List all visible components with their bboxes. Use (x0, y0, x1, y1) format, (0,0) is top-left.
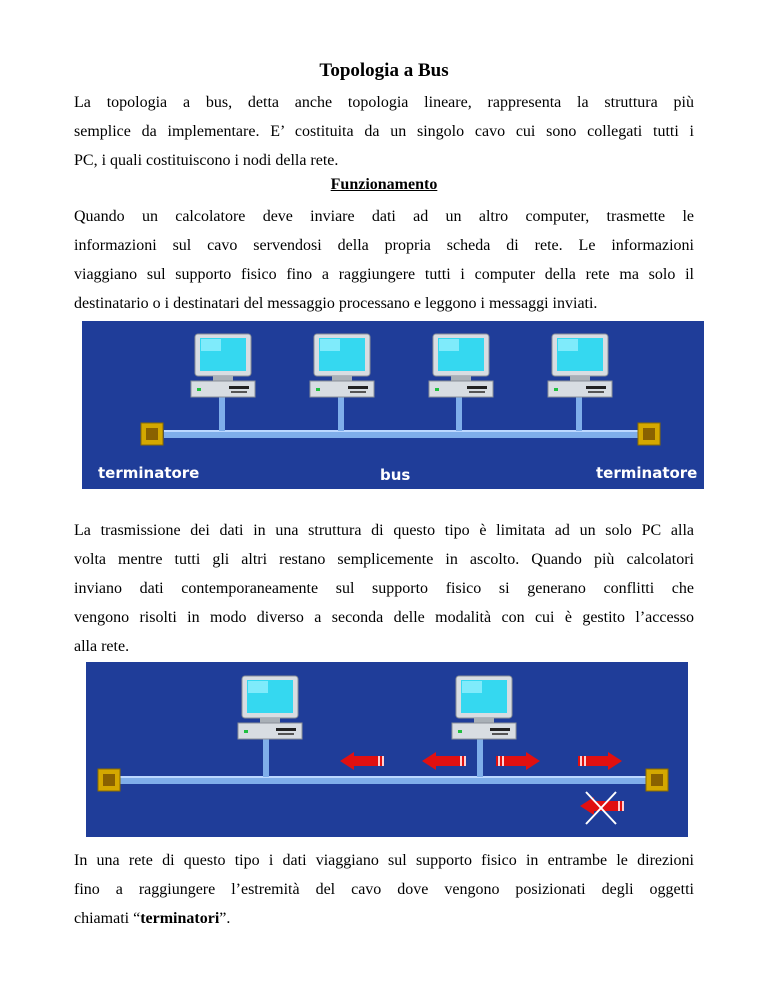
computer-icon (429, 334, 493, 397)
para4-line-3 (74, 904, 694, 933)
para4-line-2: fino a raggiungere l’estremità del cavo dove vengono posizionati degli oggetti (74, 881, 694, 898)
para3-line-3: inviano dati contemporaneamente sul supporto fisico si generano conflitti che (74, 580, 694, 597)
para3-line-4: vengono risolti in modo diverso a seconda delle modalità con cui è gestito l’accesso (74, 609, 694, 626)
drop-line (263, 739, 269, 777)
para4-line-1: In una rete di questo tipo i dati viaggiano sul supporto fisico in entrambe le direzioni (74, 852, 694, 869)
para2-line-4: destinatario o i destinatari del messaggio processano e leggono i messaggi inviati. (74, 295, 598, 312)
drop-line (477, 739, 483, 777)
intro-line-1: La topologia a bus, detta anche topologia lineare, rappresenta la struttura più (74, 94, 694, 111)
arrow-left-icon (422, 752, 466, 770)
intro-line-3: PC, i quali costituiscono i nodi della rete. (74, 152, 339, 169)
terminatori-bold: terminatori (140, 910, 220, 927)
para4-suffix: ”. (219, 910, 231, 927)
bus-topology-figure (82, 321, 704, 489)
computer-icon (548, 334, 612, 397)
terminator-icon (646, 769, 668, 791)
computer-icon (310, 334, 374, 397)
intro-paragraph (74, 88, 694, 175)
arrow-right-icon (578, 752, 622, 770)
drop-line (219, 397, 225, 431)
terminator-icon (98, 769, 120, 791)
para2-line-2: informazioni sul cavo servendosi della propria scheda di rete. Le informazioni (74, 237, 694, 254)
para2-line-3: viaggiano sul supporto fisico fino a raggiungere tutti i computer della rete ma solo il (74, 266, 694, 283)
computer-icon (238, 676, 302, 739)
para2-line-1: Quando un calcolatore deve inviare dati ad un altro computer, trasmette le (74, 208, 694, 225)
terminator-icon (638, 423, 660, 445)
arrow-left-icon (340, 752, 384, 770)
terminators-paragraph (74, 846, 694, 933)
label-bus: bus (380, 466, 411, 484)
arrow-right-icon (496, 752, 540, 770)
para4-prefix: chiamati “ (74, 910, 141, 927)
drop-line (338, 397, 344, 431)
drop-line (456, 397, 462, 431)
functioning-paragraph (74, 202, 694, 318)
label-terminatore-left: terminatore (98, 464, 200, 482)
drop-line (576, 397, 582, 431)
para3-line-2: volta mentre tutti gli altri restano semplicemente in ascolto. Quando più calcolatori (74, 551, 694, 568)
computer-icon (452, 676, 516, 739)
section-heading: Funzionamento (330, 176, 438, 193)
para3-line-5: alla rete. (74, 638, 130, 655)
label-terminatore-right: terminatore (596, 464, 698, 482)
computer-icon (191, 334, 255, 397)
blocked-signal (580, 792, 624, 824)
access-paragraph (74, 516, 694, 661)
page-title: Topologia a Bus (319, 60, 449, 81)
intro-line-2: semplice da implementare. E’ costituita da un singolo cavo cui sono collegati tutti i (74, 123, 694, 140)
terminator-icon (141, 423, 163, 445)
para3-line-1: La trasmissione dei dati in una struttura di questo tipo è limitata ad un solo PC alla (74, 522, 694, 539)
signal-propagation-figure (86, 662, 688, 837)
